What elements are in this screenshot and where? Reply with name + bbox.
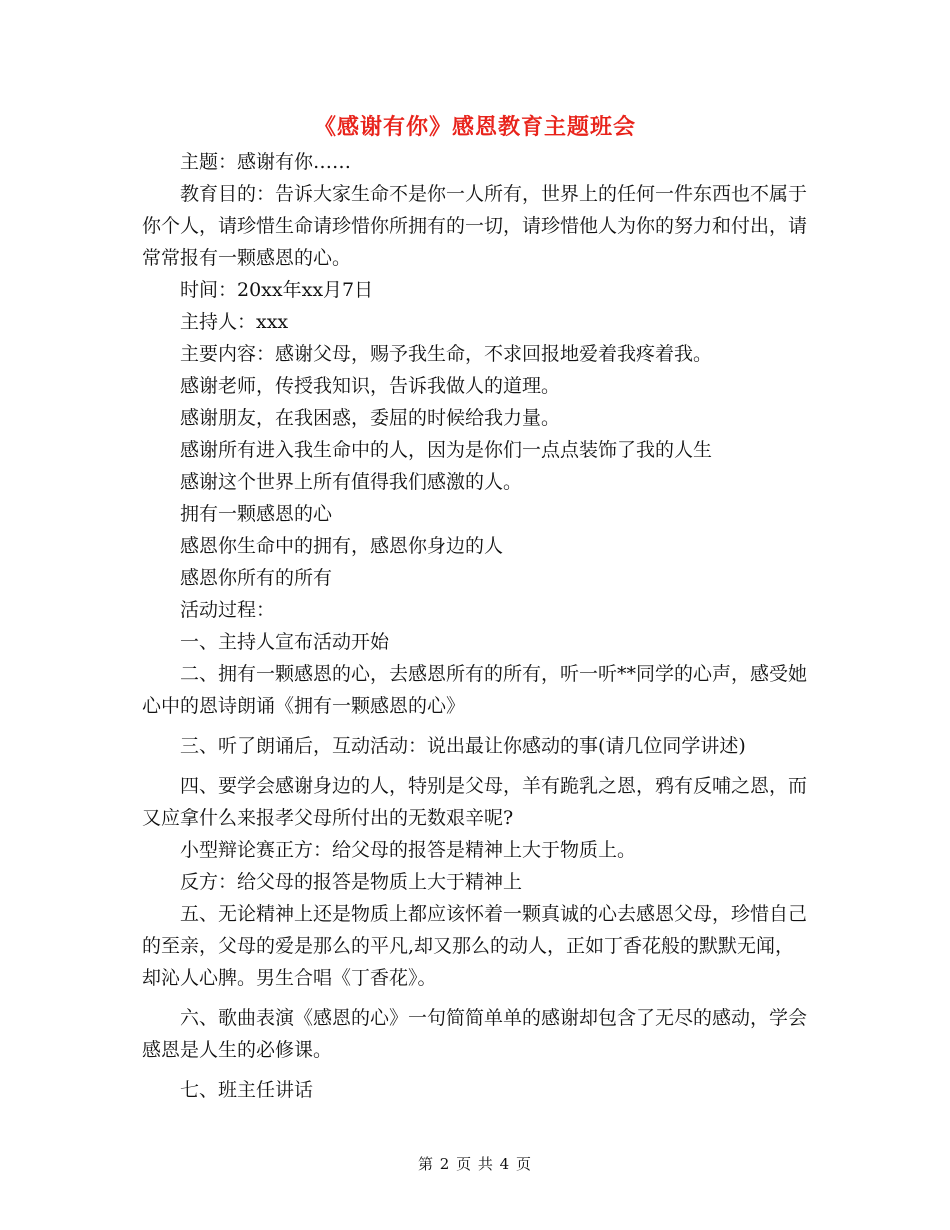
paragraph-time: 时间：20xx年xx月7日 <box>180 279 374 301</box>
paragraph-grateful-all: 感恩你所有的所有 <box>180 567 333 589</box>
paragraph-grateful-heart: 拥有一颗感恩的心 <box>180 503 333 525</box>
paragraph-host: 主持人：xxx <box>180 311 289 333</box>
paragraph-debate-con: 反方：给父母的报答是物质上大于精神上 <box>180 871 523 893</box>
paragraph-step-5: 五、无论精神上还是物质上都应该怀着一颗真诚的心去感恩父母，珍惜自己的至亲，父母的爱是那么的平凡,却又那么的动人，正如丁香花般的默默无闻，却沁人心脾。男生合唱《丁香花》。 <box>142 903 808 989</box>
paragraph-thank-teacher: 感谢老师，传授我知识，告诉我做人的道理。 <box>180 375 561 397</box>
paragraph-step-2: 二、拥有一颗感恩的心，去感恩所有的所有，听一听**同学的心声，感受她心中的恩诗朗诵《拥有一颗感恩的心》 <box>142 663 808 717</box>
document-title: 《感谢有你》感恩教育主题班会 <box>313 115 636 140</box>
paragraph-grateful-people: 感恩你生命中的拥有，感恩你身边的人 <box>180 535 504 557</box>
document-body <box>142 146 810 1106</box>
paragraph-theme: 主题：感谢有你…… <box>180 151 352 173</box>
paragraph-thank-friends: 感谢朋友，在我困惑，委屈的时候给我力量。 <box>180 407 561 429</box>
paragraph-step-1: 一、主持人宣布活动开始 <box>180 631 390 653</box>
paragraph-step-4: 四、要学会感谢身边的人，特别是父母，羊有跪乳之恩，鸦有反哺之恩，而又应拿什么来报孝父母所付出的无数艰辛呢? <box>142 775 808 829</box>
paragraph-activity-process: 活动过程： <box>180 599 276 621</box>
page-footer: 第 2 页 共 4 页 <box>418 1155 532 1173</box>
paragraph-step-7: 七、班主任讲话 <box>180 1079 314 1101</box>
paragraph-purpose: 教育目的：告诉大家生命不是你一人所有，世界上的任何一件东西也不属于你个人，请珍惜生命请珍惜你所拥有的一切，请珍惜他人为你的努力和付出，请常常报有一颗感恩的心。 <box>142 183 808 269</box>
paragraph-thank-world: 感谢这个世界上所有值得我们感激的人。 <box>180 471 523 493</box>
paragraph-step-3: 三、听了朗诵后，互动活动：说出最让你感动的事(请几位同学讲述) <box>180 735 746 757</box>
paragraph-thank-everyone: 感谢所有进入我生命中的人，因为是你们一点点装饰了我的人生 <box>180 439 713 461</box>
paragraph-debate-pro: 小型辩论赛正方：给父母的报答是精神上大于物质上。 <box>180 839 637 861</box>
paragraph-main-content: 主要内容：感谢父母，赐予我生命，不求回报地爱着我疼着我。 <box>180 343 713 365</box>
paragraph-step-6: 六、歌曲表演《感恩的心》一句简简单单的感谢却包含了无尽的感动，学会感恩是人生的必修课。 <box>142 1007 808 1061</box>
